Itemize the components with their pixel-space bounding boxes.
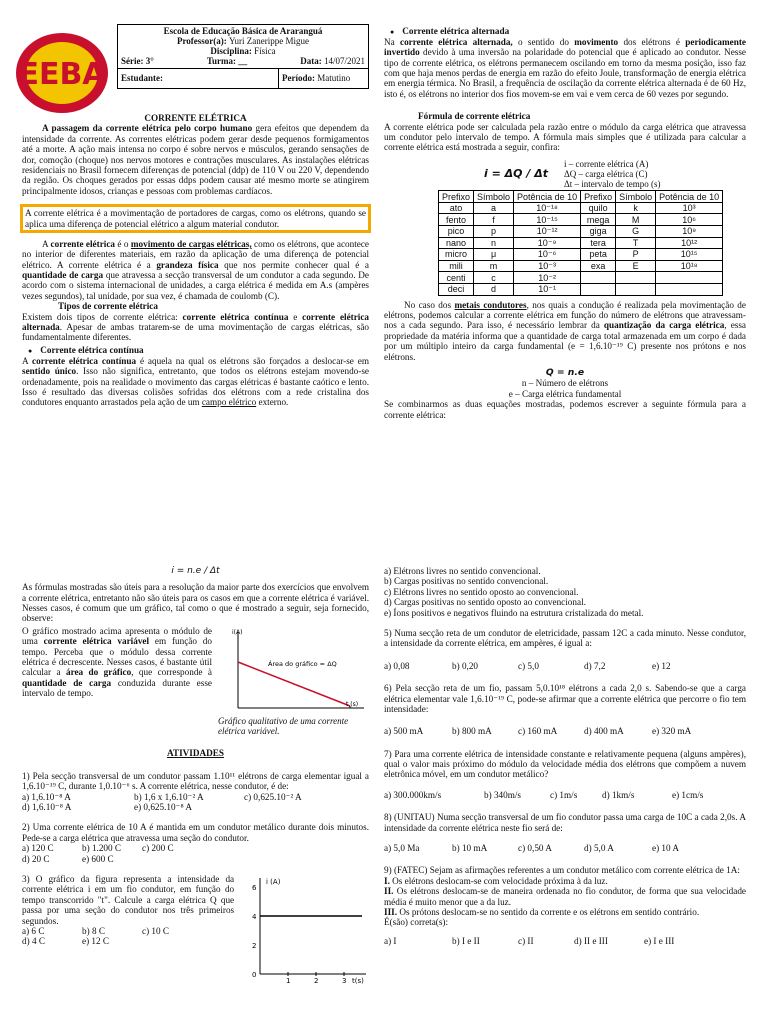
q5-option-e[interactable]: e) 12 xyxy=(652,660,671,671)
table-row xyxy=(439,202,723,214)
q1-option-b[interactable]: b) 1,6 x 1,6.10⁻² A xyxy=(134,791,204,802)
q7-option-b[interactable]: b) 340m/s xyxy=(484,789,522,800)
question-2-options xyxy=(22,843,369,864)
table-cell: fento xyxy=(439,214,474,226)
q2-option-d[interactable]: d) 20 C xyxy=(22,853,50,864)
table-cell: 10⁻³ xyxy=(514,260,581,272)
legend-e: e – Carga elétrica fundamental xyxy=(508,388,622,399)
question-9-options xyxy=(384,936,746,946)
q5-option-b[interactable]: b) 0,20 xyxy=(452,660,479,671)
table-cell: tera xyxy=(581,237,616,249)
charge-formula: Q = n.e xyxy=(545,366,585,378)
table-cell: μ xyxy=(474,249,514,261)
table-cell: 10⁶ xyxy=(656,214,723,226)
table-cell: 10⁻² xyxy=(514,272,581,284)
formula-paragraph: A corrente elétrica pode ser calculada pela razão entre o módulo da carga elétrica que atravessa um condutor pelo intervalo de tempo. A fórmula mais simples que é utilizada para calcular a corrente elétrica está mostrada a seguir, confira: xyxy=(384,121,746,153)
q3-option-e[interactable]: e) 12 C xyxy=(82,936,110,947)
q3-option-a[interactable]: a) 6 C xyxy=(22,925,45,936)
table-cell xyxy=(616,272,656,284)
period-value: Matutino xyxy=(317,73,351,84)
activities-title: ATIVIDADES xyxy=(166,748,224,759)
q3-option-c[interactable]: c) 10 C xyxy=(142,925,170,936)
q3-y-tick: 2 xyxy=(252,941,257,950)
table-cell: 10¹² xyxy=(656,237,723,249)
q1-option-a[interactable]: a) 1,6.10⁻⁸ A xyxy=(22,791,71,802)
table-cell: 10⁻¹² xyxy=(514,226,581,238)
table-cell: d xyxy=(474,284,514,296)
school-logo xyxy=(10,28,114,118)
page-title: CORRENTE ELÉTRICA xyxy=(144,113,247,123)
q9-option-a[interactable]: a) I xyxy=(384,935,397,946)
table-cell: c xyxy=(474,272,514,284)
left-bottom-column xyxy=(22,566,369,984)
continuous-paragraph: A corrente elétrica contínua é aquela na qual os elétrons são forçados a deslocar-se em sentido único. Isso não significa, entretanto, que todos os elétrons estejam movendo-se ordenadamente, pois na realidade o movimento das cargas elétricas é bastante caótico e lento. Isso é resultado das diversas colisões sofridas dos elétrons com a rede cristalina dos condutores enquanto arrastados pela ação de um campo elétrico externo. xyxy=(22,355,369,408)
table-row xyxy=(439,260,723,272)
table-cell: mega xyxy=(581,214,616,226)
prefix-table-header-cell: Símbolo xyxy=(474,191,514,203)
table-cell: 10⁹ xyxy=(656,226,723,238)
right-top-column xyxy=(384,26,746,420)
q6-option-c[interactable]: c) 160 mA xyxy=(518,726,558,737)
current-formula: i = ΔQ / Δt xyxy=(484,166,548,180)
continuous-heading: ● Corrente elétrica contínua xyxy=(22,345,369,356)
definition-text: A corrente elétrica é a movimentação de portadores de cargas, como os elétrons, quando se aplica uma diferença de potencial elétrico a algum material condutor. xyxy=(25,208,366,229)
table-cell: 10³ xyxy=(656,202,723,214)
question-5-options xyxy=(384,661,746,671)
question-9: 9) (FATEC) Sejam as afirmações referentes a um condutor metálico com corrente elétrica de 1A: xyxy=(384,865,740,876)
date-value: 14/07/2021 xyxy=(323,56,365,67)
types-paragraph: Existem dois tipos de corrente elétrica: corrente elétrica contínua e corrente elétrica alternada. Apesar de ambas tratarem-se de uma movimentação de cargas elétricas, são fundamentalmente diferentes. xyxy=(22,311,370,343)
q8-option-e[interactable]: e) 10 A xyxy=(652,843,680,854)
definition-highlight-box xyxy=(20,204,371,233)
q9-question: É(são) correta(s): xyxy=(384,917,449,928)
table-cell xyxy=(616,284,656,296)
question-4-options xyxy=(384,566,746,618)
question-8: 8) (UNITAU) Numa secção transversal de um fio condutor passa uma carga de 10C a cada 2,0s. A intensidade da corrente elétrica neste fio será de: xyxy=(384,812,746,833)
q3-x-tick: 3 xyxy=(342,976,347,984)
prefix-table-header-cell: Potência de 10 xyxy=(514,191,581,203)
q3-y-tick: 6 xyxy=(252,883,257,892)
prefix-table-header-cell: Símbolo xyxy=(616,191,656,203)
table-cell: T xyxy=(616,237,656,249)
q4-option-e[interactable]: e) Íons positivos e negativos fluindo na estrutura cristalizada do metal. xyxy=(384,607,644,618)
q9-option-b[interactable]: b) I e II xyxy=(452,935,480,946)
question-3: 3) O gráfico da figura representa a intensidade da corrente elétrica i em um fio condutor, em função do tempo transcorrido "t". Calcule a carga elétrica Q que passa por uma seção do condutor nos três primeiros segundos. xyxy=(22,873,235,926)
table-cell: p xyxy=(474,226,514,238)
table-cell: f xyxy=(474,214,514,226)
q3-y-label: i (A) xyxy=(266,877,281,886)
prefix-table-header-cell: Prefixo xyxy=(581,191,616,203)
q1-option-e[interactable]: e) 0,625.10⁻⁸ A xyxy=(134,801,193,812)
table-cell: 10⁻¹ xyxy=(514,284,581,296)
q2-option-c[interactable]: c) 200 C xyxy=(142,843,174,854)
left-top-column xyxy=(22,113,369,408)
table-row xyxy=(439,226,723,238)
q2-option-a[interactable]: a) 120 C xyxy=(22,843,54,854)
teacher-label: Professor(a): xyxy=(176,36,227,47)
table-cell: ato xyxy=(439,202,474,214)
q3-y-tick: 0 xyxy=(252,970,257,979)
table-cell: a xyxy=(474,202,514,214)
table-cell: k xyxy=(616,202,656,214)
q1-option-c[interactable]: c) 0,625.10⁻² A xyxy=(244,791,302,802)
q6-option-e[interactable]: e) 320 mA xyxy=(652,726,692,737)
q5-option-c[interactable]: c) 5,0 xyxy=(518,660,539,671)
q9-option-d[interactable]: d) II e III xyxy=(574,935,608,946)
period-label: Período: xyxy=(282,73,315,84)
q3-x-tick: 2 xyxy=(314,976,319,984)
variable-current-graph xyxy=(218,626,368,718)
question-5: 5) Numa secção reta de um condutor de eletricidade, passam 12C a cada minuto. Nesse condutor, a intensidade da corrente elétrica, em ampères, é igual a: xyxy=(384,627,746,649)
logo-text: EEBA xyxy=(18,57,106,92)
q3-x-label: t(s) xyxy=(352,976,364,984)
q8-option-b[interactable]: b) 10 mA xyxy=(452,843,488,854)
table-row xyxy=(439,249,723,261)
right-bottom-column xyxy=(384,566,746,946)
types-heading: Tipos de corrente elétrica xyxy=(58,301,158,312)
table-cell: peta xyxy=(581,249,616,261)
q6-option-b[interactable]: b) 800 mA xyxy=(452,726,492,737)
legend-q: ΔQ – carga elétrica (C) xyxy=(563,168,648,179)
date-label: Data: xyxy=(300,56,322,67)
table-cell: deci xyxy=(439,284,474,296)
metals-paragraph: No caso dos metais condutores, nos quais a condução é realizada pela movimentação de elétrons, podemos calcular a corrente elétrica em função do número de elétrons que atravessam-nos a cada segundo. Para isso, é necessário lembrar da quantização da carga elétrica, essa propriedade da matéria informa que a quantidade de carga total armazenada em um corpo é dada por um múltiplo inteiro da carga fundamental (e = 1,6.10⁻¹⁹ C) presente nos prótons e nos elétrons. xyxy=(384,299,746,362)
table-cell: micro xyxy=(439,249,474,261)
table-cell: n xyxy=(474,237,514,249)
q3-option-b[interactable]: b) 8 C xyxy=(82,925,105,936)
q7-option-d[interactable]: d) 1km/s xyxy=(602,789,635,800)
question-6: 6) Pela secção reta de um fio, passam 5,0.10¹⁸ elétrons a cada 2,0 s. Sabendo-se que a carga elétrica elementar vale 1,6.10⁻¹⁹ C, pode-se afirmar que a corrente elétrica que percorre o fio tem intensidade: xyxy=(384,683,746,714)
q2-option-e[interactable]: e) 600 C xyxy=(82,853,114,864)
table-cell: quilo xyxy=(581,202,616,214)
q3-x-tick: 1 xyxy=(286,976,291,984)
table-cell: 10⁻⁹ xyxy=(514,237,581,249)
definition-paragraph: A corrente elétrica é o movimento de cargas elétricas, como os elétrons, que acontece no interior de diferentes materiais, em razão da aplicação de uma diferença de potencial elétrico. A corrente elétrica é a grandeza física que nos permite conhecer qual é a quantidade de carga que atravessa a secção transversal de um condutor a cada segundo. De acordo com o sistema internacional de unidades, a carga elétrica é medida em A.s (ampères vezes segundos), tal unidade, por sua vez, é chamada de coulomb (C). xyxy=(22,238,370,301)
alternating-paragraph: Na corrente elétrica alternada, o sentido do movimento dos elétrons é periodicamente invertido devido à uma inversão na polaridade do potencial que é aplicado ao condutor. Nesse tipo de corrente elétrica, os elétrons permanecem oscilando em torno da mesma posição, isso faz com que haja menos perdas de energia em razão do efeito Joule, transformação de energia elétrica em energia térmica. No Brasil, a frequência de oscilação da corrente elétrica alternada é de 60 Hz, isto é, os elétrons no interior dos fios movem-se em vai e vem cerca de 60 vezes por segundo. xyxy=(384,36,746,99)
formula-block xyxy=(384,159,746,189)
q6-option-d[interactable]: d) 400 mA xyxy=(584,726,624,737)
formula-heading: Fórmula de corrente elétrica xyxy=(418,111,531,122)
q7-option-a[interactable]: a) 300.000km/s xyxy=(384,789,442,800)
question-6-options xyxy=(384,726,746,736)
q4-option-a[interactable]: a) Elétrons livres no sentido convencional. xyxy=(384,566,541,576)
intro-paragraph: A passagem da corrente elétrica pelo corpo humano gera efeitos que dependem da intensidade da corrente. As correntes elétricas podem gerar desde pequenos formigamentos até a morte. A ação mais intensa no corpo é sobre nervos e músculos, gerando sensações de dor, comoção (choque) nos nervos motores e contrações musculares. As instalações elétricas residenciais no Brasil fornecem diferenças de potencial (ddp) de 110 V ou 220 V, dependendo da região. Os choques gerados por essas ddps podem causar até mesmo morte se atingirem principalmente idosos, crianças e pessoas com problemas cardíacos. xyxy=(22,123,369,196)
q5-option-d[interactable]: d) 7,2 xyxy=(584,660,606,671)
question-2: 2) Uma corrente elétrica de 10 A é mantida em um condutor metálico durante dois minutos. Pede-se a carga elétrica que atravessa uma seção do condutor. xyxy=(22,822,369,843)
q7-option-e[interactable]: e) 1cm/s xyxy=(672,789,704,800)
table-cell: exa xyxy=(581,260,616,272)
graph-caption: Gráfico qualitativo de uma corrente elétrica variável. xyxy=(218,716,349,737)
question-7: 7) Para uma corrente elétrica de intensidade constante e relativamente pequena (alguns ampères), qual o valor mais próximo do módulo da velocidade média dos elétrons que compõem a nuvem eletrônica móvel, em um condutor metálico? xyxy=(384,748,746,780)
q2-option-b[interactable]: b) 1.200 C xyxy=(82,843,122,854)
q4-option-b[interactable]: b) Cargas positivas no sentido convencional. xyxy=(384,576,549,587)
table-cell: 10⁻¹⁸ xyxy=(514,202,581,214)
table-cell: G xyxy=(616,226,656,238)
series-label: Série: 3° xyxy=(121,56,154,67)
logo-emblem-icon xyxy=(10,28,114,118)
table-row xyxy=(439,214,723,226)
table-cell xyxy=(656,284,723,296)
question-1-options xyxy=(22,792,369,813)
q9-option-c[interactable]: c) II xyxy=(518,935,534,946)
graph-x-label: t (s) xyxy=(346,700,359,708)
table-cell: m xyxy=(474,260,514,272)
table-cell: 10¹⁸ xyxy=(656,260,723,272)
teacher-name: Yuri Zanerippe Migue xyxy=(229,36,310,47)
prefix-table-header-cell: Potência de 10 xyxy=(656,191,723,203)
q3-y-tick: 4 xyxy=(252,912,257,921)
prefix-table-header-cell: Prefixo xyxy=(439,191,474,203)
table-cell: centi xyxy=(439,272,474,284)
q4-option-c[interactable]: c) Elétrons livres no sentido oposto ao convencional. xyxy=(384,586,579,597)
graph-current-line xyxy=(238,662,350,706)
table-cell: E xyxy=(616,260,656,272)
q9-statement-I: I. Os elétrons deslocam-se com velocidade próxima à da luz. xyxy=(384,875,608,886)
table-cell: 10¹⁵ xyxy=(656,249,723,261)
table-cell: mili xyxy=(439,260,474,272)
table-cell: giga xyxy=(581,226,616,238)
table-cell: nano xyxy=(439,237,474,249)
q4-option-d[interactable]: d) Cargas positivas no sentido oposto ao convencional. xyxy=(384,597,586,608)
graph-area-label: Área do gráfico = ΔQ xyxy=(268,659,337,668)
legend-n: n – Número de elétrons xyxy=(521,378,609,389)
q9-statement-III: III. Os prótons deslocam-se no sentido da corrente e os elétrons em sentido contrário. xyxy=(384,906,700,917)
header-table xyxy=(117,24,369,89)
table-cell xyxy=(581,284,616,296)
subject-label: Disciplina: xyxy=(210,46,252,57)
q3-current-graph xyxy=(240,874,369,984)
q8-option-c[interactable]: c) 0,50 A xyxy=(518,843,552,854)
q8-option-d[interactable]: d) 5,0 A xyxy=(584,843,614,854)
table-cell: 10⁻⁶ xyxy=(514,249,581,261)
subject-name: Física xyxy=(254,46,276,57)
alternating-heading: ● Corrente elétrica alternada xyxy=(384,26,746,37)
q5-option-a[interactable]: a) 0,08 xyxy=(384,660,410,671)
prefix-table xyxy=(438,190,723,295)
legend-t: Δt – intervalo de tempo (s) xyxy=(563,179,661,190)
combine-paragraph: Se combinarmos as duas equações mostradas, podemos escrever a seguinte fórmula para a corrente elétrica: xyxy=(384,399,746,420)
electron-current-formula: i = n.e / Δt xyxy=(171,566,220,576)
school-name: Escola de Educação Básica de Araranguá xyxy=(163,26,323,36)
table-cell: 10⁻¹⁵ xyxy=(514,214,581,226)
student-field[interactable]: Estudante: xyxy=(118,68,279,88)
graph-explanation: O gráfico mostrado acima apresenta o módulo de uma corrente elétrica variável em função do tempo. Perceba que o módulo dessa corrente elétrica é decrescente. Nesses casos, é bastante útil calcular a área do gráfico, que corresponde à quantidade de carga conduzida durante esse intervalo de tempo. xyxy=(22,625,212,699)
table-cell: P xyxy=(616,249,656,261)
question-3-options xyxy=(22,926,234,947)
question-7-options xyxy=(384,790,746,800)
table-row xyxy=(439,284,723,296)
question-1: 1) Pela secção transversal de um condutor passam 1.10¹¹ elétrons de carga elementar igual a 1,6.10⁻¹⁹ C, durante 1,0.10⁻⁶ s. A corrente elétrica, nesse condutor, é de: xyxy=(22,770,369,792)
table-cell: pico xyxy=(439,226,474,238)
graph-y-label: i(A) xyxy=(232,628,243,636)
q9-option-e[interactable]: e) I e III xyxy=(644,935,675,946)
question-8-options xyxy=(384,843,746,853)
table-cell xyxy=(581,272,616,284)
q8-option-a[interactable]: a) 5,0 Ma xyxy=(384,843,420,854)
q3-option-d[interactable]: d) 4 C xyxy=(22,936,45,947)
q6-option-a[interactable]: a) 500 mA xyxy=(384,726,424,737)
q9-statement-II: II. Os elétrons deslocam-se de maneira ordenada no fio condutor, de forma que sua velocidade média é muito menor que a da luz. xyxy=(384,886,746,907)
table-row xyxy=(439,237,723,249)
class-label: Turma: __ xyxy=(206,56,248,67)
table-row xyxy=(439,272,723,284)
q1-option-d[interactable]: d) 1,6.10⁻⁸ A xyxy=(22,801,72,812)
q7-option-c[interactable]: c) 1m/s xyxy=(550,789,578,800)
table-cell xyxy=(656,272,723,284)
table-cell: M xyxy=(616,214,656,226)
formulas-paragraph: As fórmulas mostradas são úteis para a resolução da maior parte dos exercícios que envolvem a corrente elétrica, entretanto não são úteis para os casos em que a corrente elétrica é variável. Nesses casos, é comum que um gráfico, tal como o que é mostrado a seguir, seja fornecido, observe: xyxy=(22,582,369,624)
legend-i: i – corrente elétrica (A) xyxy=(563,158,649,169)
prefix-table-header xyxy=(439,191,723,203)
